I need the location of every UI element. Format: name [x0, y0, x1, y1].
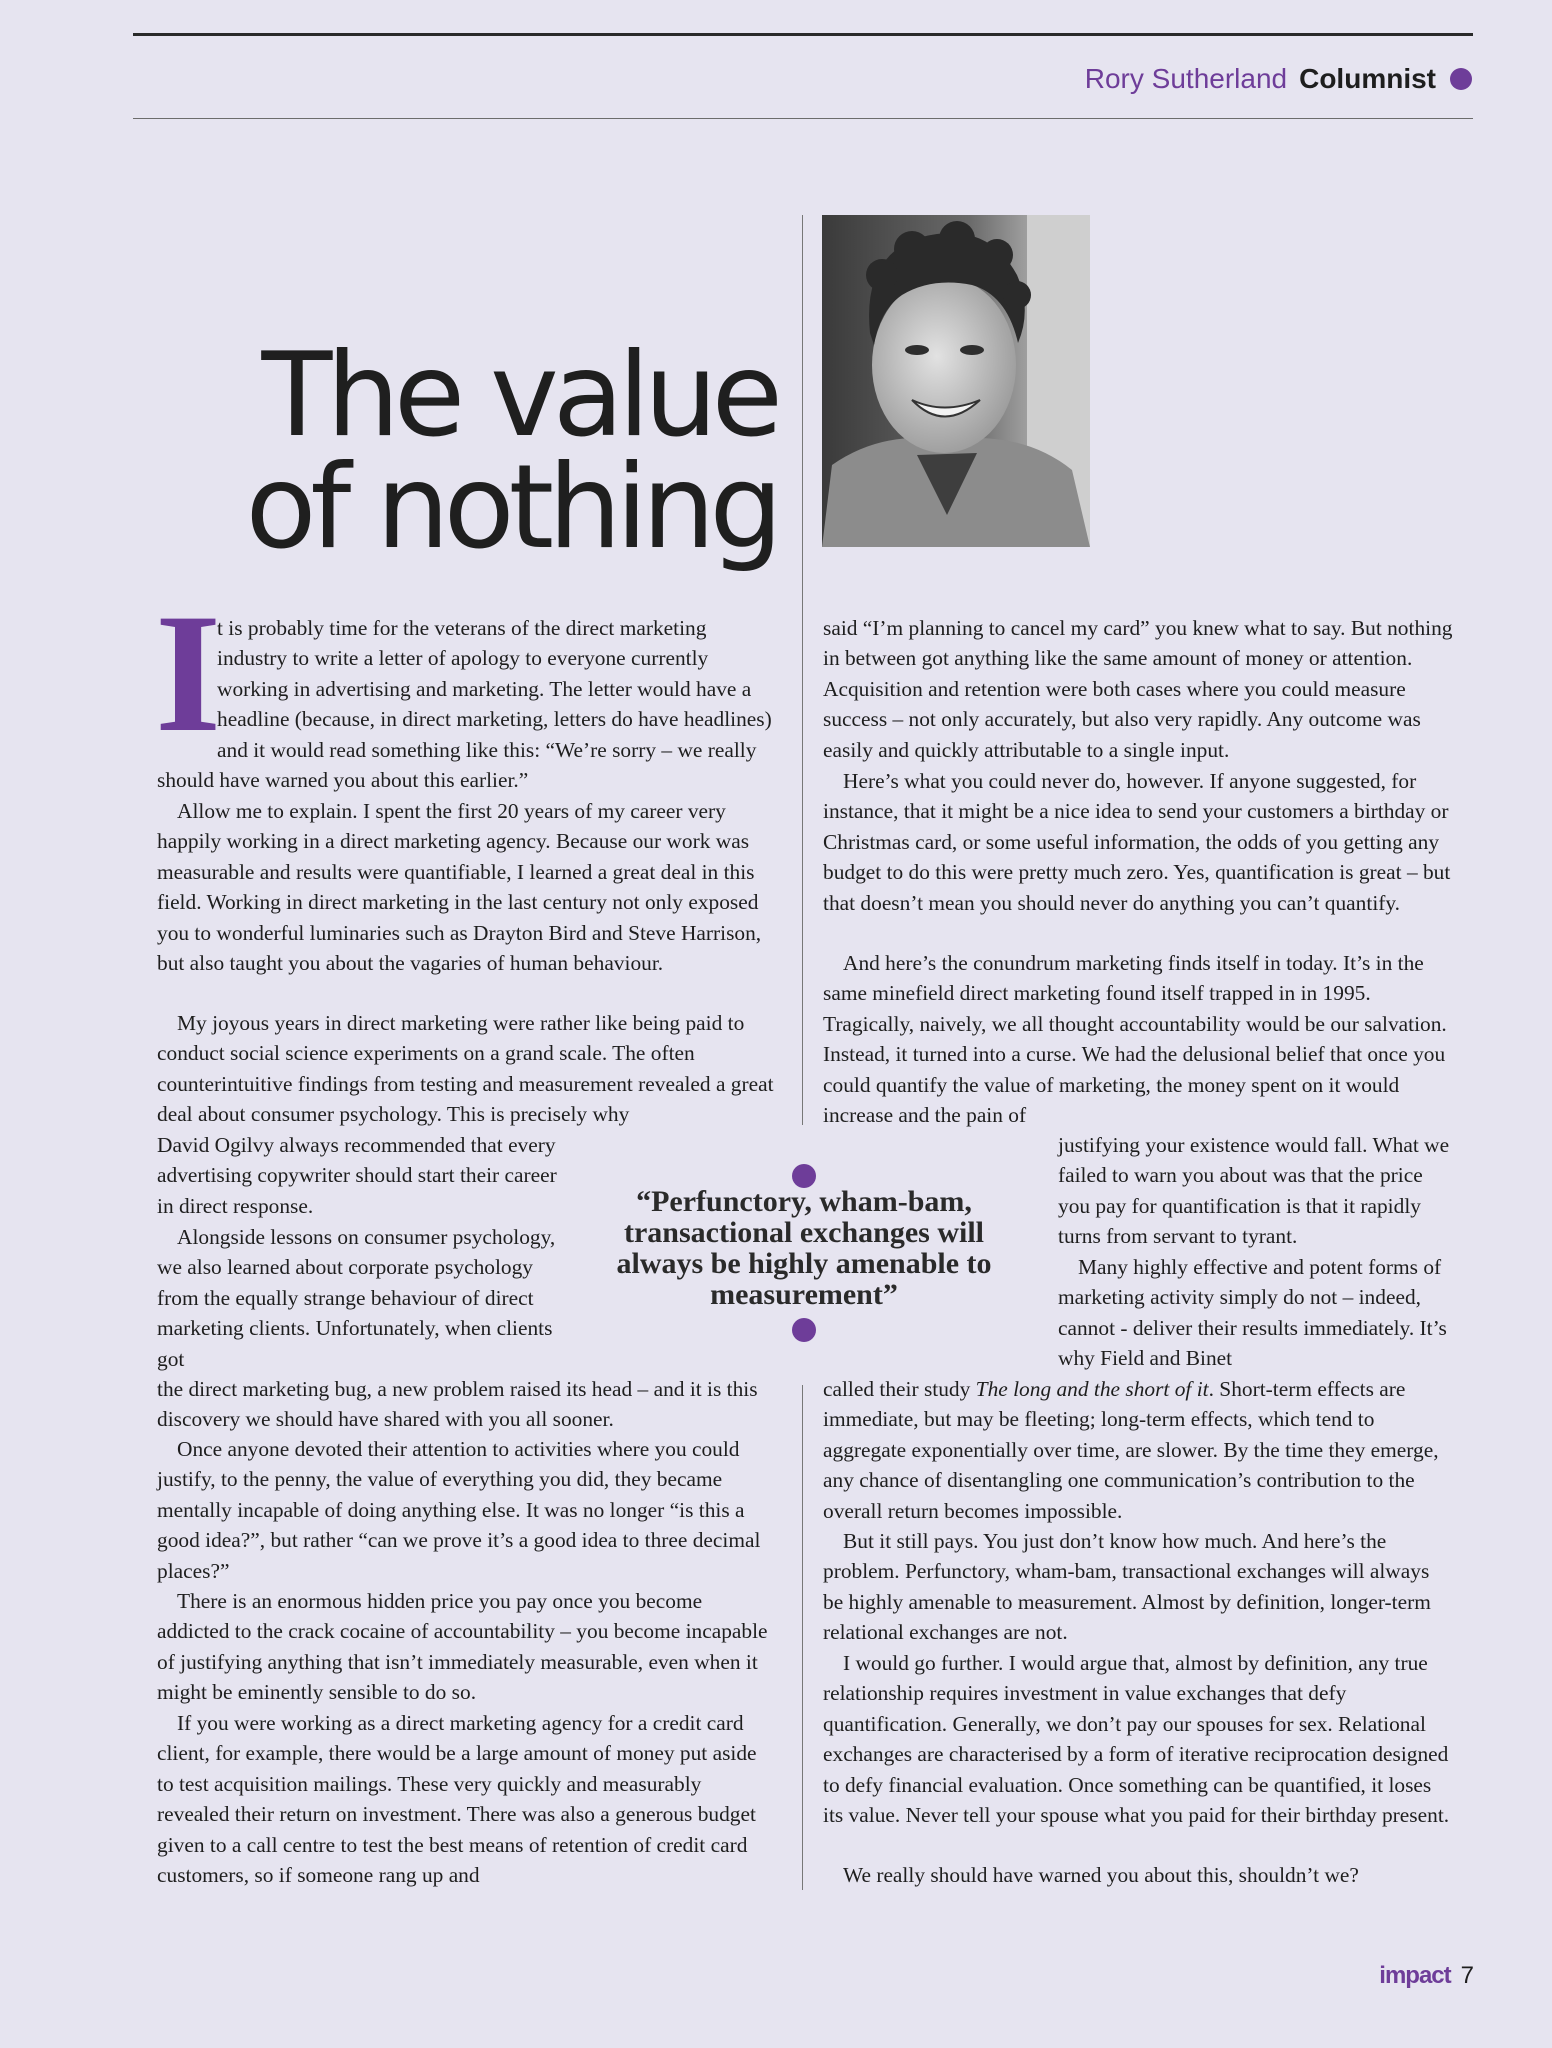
right-paragraph-6: I would go further. I would argue that, almost by definition, any true relationship requires investment in value exchanges that defy quantification. Generally, we don’t pay our spouses for sex. Relational exchanges are characterised by a form of iterative reciprocation designed to defy financial evaluation. Once something can be quantified, it loses its value. Never tell your spouse what you paid for their birthday present.: [823, 1651, 1450, 1828]
article-headline: [245, 328, 777, 575]
study-title: The long and the short of it: [975, 1377, 1209, 1401]
headline-line-2: of nothing: [245, 440, 777, 575]
header-rule: [133, 118, 1473, 119]
body-paragraph-5: Once anyone devoted their attention to activities where you could justify, to the penny, the value of everything you did, they became mentally incapable of doing anything else. It was no longer “is this a good idea?”, but rather “can we prove it’s a good idea to three decimal places?”: [157, 1437, 761, 1583]
header-dot-icon: [1450, 68, 1472, 90]
body-paragraph-2: Allow me to explain. I spent the first 20 years of my career very happily working in a direct marketing agency. Because our work was measurable and results were quantifiable, I learned a great deal in this field. Working in direct marketing in the last century not only exposed you to wonderful luminaries such as Drayton Bird and Steve Harrison, but also taught you about the vagaries of human behaviour.: [157, 799, 762, 976]
right-paragraph-7: We really should have warned you about this, shouldn’t we?: [843, 1863, 1359, 1887]
right-paragraph-5: But it still pays. You just don’t know how much. And here’s the problem. Perfunctory, wham-bam, transactional exchanges will always be highly amenable to measurement. Almost by definition, longer-term relational exchanges are not.: [823, 1529, 1431, 1645]
top-rule: [133, 33, 1473, 36]
body-paragraph-3-continued: David Ogilvy always recommended that every advertising copywriter should start their career in direct response.: [157, 1133, 557, 1218]
body-paragraph-4: Alongside lessons on consumer psychology, we also learned about corporate psychology from the equally strange behaviour of direct marketing clients. Unfortunately, when clients got: [157, 1225, 556, 1371]
body-paragraph-4-continued: the direct marketing bug, a new problem raised its head – and it is this discovery we should have shared with you all sooner.: [157, 1377, 758, 1432]
body-paragraph-6: There is an enormous hidden price you pay once you become addicted to the crack cocaine of accountability – you become incapable of justifying anything that isn’t immediately measurable, even when it might be eminently sensible to do so.: [157, 1589, 768, 1705]
body-paragraph-1: I t is probably time for the veterans of the direct marketing industry to write a letter of apology to everyone currently working in advertising and marketing. The letter would have a headline (because, in direct marketing, letters do have headlines) and it would read something like this: “We’re sorry – we really should have warned you about this earlier.”: [155, 579, 772, 793]
headline-line-1: The value: [261, 328, 777, 463]
page-footer: [1379, 1962, 1474, 1990]
right-paragraph-1: said “I’m planning to cancel my card” you knew what to say. But nothing in between got anything like the same amount of money or attention. Acquisition and retention were both cases where you could measure success – not only accurately, but also very rapidly. Any outcome was easily and quickly attributable to a single input.: [823, 616, 1453, 762]
author-name: Rory Sutherland: [1084, 63, 1288, 94]
page-number: 7: [1460, 1962, 1474, 1989]
right-paragraph-3: And here’s the conundrum marketing finds itself in today. It’s in the same minefield direct marketing found itself trapped in in 1995. Tragically, naively, we all thought accountability would be our salvation. Instead, it turned into a curse. We had the delusional belief that once you could quantify the value of marketing, the money spent on it would increase and the pain of: [823, 951, 1447, 1128]
right-paragraph-3-continued: justifying your existence would fall. What we failed to warn you about was that the price you pay for quantification is that it rapidly turns from servant to tyrant.: [1058, 1133, 1450, 1249]
body-paragraph-3: My joyous years in direct marketing were rather like being paid to conduct social science experiments on a grand scale. The often counterintuitive findings from testing and measurement revealed a great deal about consumer psychology. This is precisely why: [157, 1011, 774, 1127]
right-paragraph-4: Many highly effective and potent forms of marketing activity simply do not – indeed, cannot - deliver their results immediately. It’s why Field and Binet: [1058, 1255, 1447, 1371]
author-portrait: [822, 215, 1090, 547]
column-role: Columnist: [1299, 63, 1436, 94]
body-paragraph-7: If you were working as a direct marketing agency for a credit card client, for example, there would be a large amount of money put aside to test acquisition mailings. These very quickly and measurably revealed their return on investment. There was also a generous budget given to a call centre to test the best means of retention of credit card customers, so if someone rang up and: [157, 1711, 757, 1888]
column-divider-bottom: [802, 1385, 803, 1890]
column-header: [1085, 59, 1472, 99]
right-paragraph-4-continued: called their study The long and the short of it. Short-term effects are immediate, but may be fleeting; long-term effects, which tend to aggregate exponentially over time, are slower. By the time they emerge, any chance of disentangling one communication’s contribution to the overall return becomes impossible.: [823, 1377, 1439, 1523]
pull-quote: “Perfunctory, wham-bam, transactional exchanges will always be highly amenable to measurement”: [616, 1185, 992, 1311]
right-paragraph-2: Here’s what you could never do, however. If anyone suggested, for instance, that it might be a nice idea to send your customers a birthday or Christmas card, or some useful information, the odds of you getting any budget to do this were pretty much zero. Yes, quantification is great – but that doesn’t mean you should never do anything you can’t quantify.: [823, 769, 1451, 915]
column-divider-top: [802, 215, 803, 1125]
pullquote-bottom-dot-icon: [792, 1318, 816, 1342]
magazine-logo: impact: [1379, 1962, 1451, 1989]
drop-cap: I: [155, 579, 222, 767]
